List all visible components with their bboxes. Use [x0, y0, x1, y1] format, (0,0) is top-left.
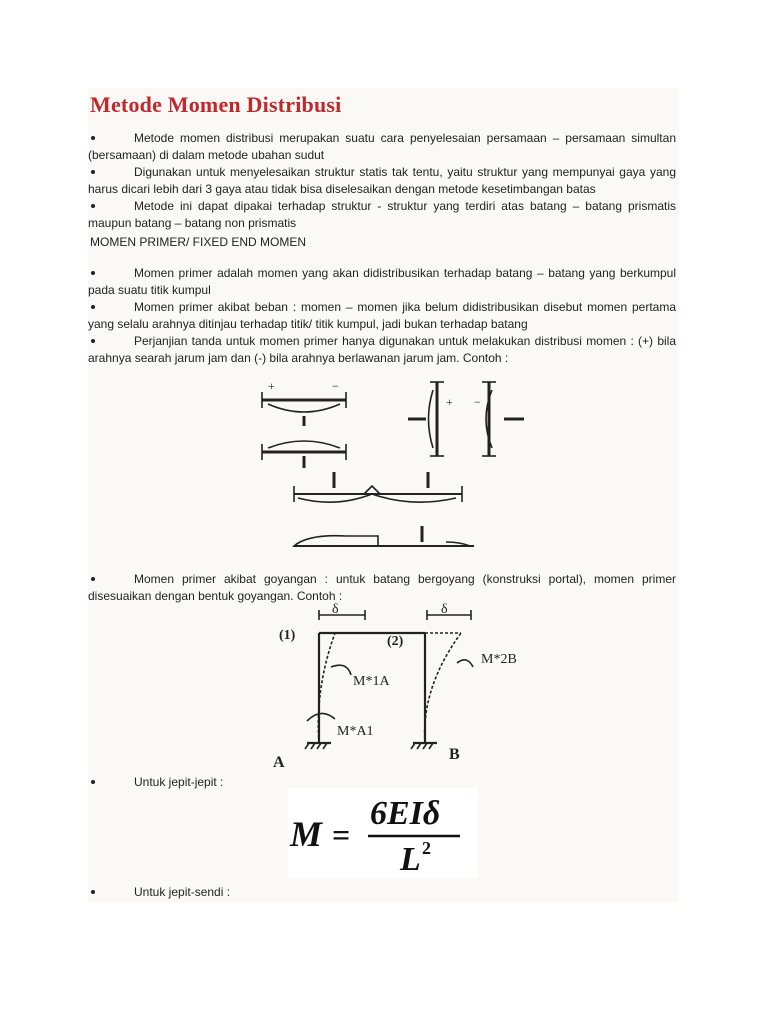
bullet-intro-3 — [88, 198, 676, 232]
bullet-primer-3 — [88, 333, 676, 367]
bullet-intro-1 — [88, 130, 676, 164]
bullet-intro-2 — [88, 164, 676, 198]
bullet-dot-icon — [91, 890, 95, 894]
sign-minus-label: − — [332, 379, 339, 393]
bullet-dot-icon — [91, 271, 95, 275]
bullet-text: Untuk jepit-sendi : — [134, 885, 231, 899]
bullet-dot-icon — [91, 204, 95, 208]
bullet-text: Perjanjian tanda untuk momen primer hanya digunakan untuk melakukan distribusi momen : (+) bila arahnya searah jarum jam dan (-) bila arahnya berlawanan jarum jam. Contoh : — [88, 334, 676, 365]
moment-2b-label: M*2B — [481, 652, 517, 667]
formula-numerator: 6EIδ — [370, 795, 441, 832]
section-heading: MOMEN PRIMER/ FIXED END MOMEN — [90, 235, 307, 249]
bullet-dot-icon — [91, 170, 95, 174]
bullet-text: Momen primer akibat goyangan : untuk batang bergoyang (konstruksi portal), momen primer disesuaikan dengan bentuk goyangan. Contoh : — [88, 572, 676, 603]
moment-a1-label: M*A1 — [337, 724, 374, 739]
bullet-dot-icon — [91, 305, 95, 309]
node-2-label: (2) — [387, 634, 404, 649]
moment-1a-label: M*1A — [353, 674, 390, 689]
formula-lhs: M — [290, 814, 323, 854]
sign-convention-figure — [248, 376, 548, 566]
bullet-text: Untuk jepit-jepit : — [134, 775, 224, 789]
sign-plus-label: + — [268, 379, 275, 393]
bullet-goyangan — [88, 571, 676, 605]
bullet-primer-2 — [88, 299, 676, 333]
bullet-dot-icon — [91, 339, 95, 343]
bullet-dot-icon — [91, 780, 95, 784]
sway-frame-figure — [235, 603, 531, 773]
formula-exponent: 2 — [422, 838, 431, 858]
delta-right-label: δ — [441, 603, 448, 617]
bullet-text: Digunakan untuk menyelesaikan struktur statis tak tentu, yaitu struktur yang mempunyai gaya yang harus dicari lebih dari 3 gaya atau tidak bisa diselesaikan dengan metode kesetimbangan batas — [88, 165, 676, 196]
page-title: Metode Momen Distribusi — [90, 92, 342, 117]
node-1-label: (1) — [279, 628, 296, 643]
formula-equals: = — [332, 817, 351, 853]
bullet-primer-1 — [88, 265, 676, 299]
delta-left-label: δ — [332, 603, 339, 617]
fixed-fixed-formula — [288, 788, 478, 878]
bullet-text: Metode momen distribusi merupakan suatu cara penyelesaian persamaan – persamaan simultan (bersamaan) di dalam metode ubahan sudut — [88, 131, 676, 162]
sign-plus-label: + — [446, 395, 453, 409]
bullet-text: Momen primer akibat beban : momen – momen jika belum didistribusikan disebut momen pertama yang selalu arahnya ditinjau terhadap titik/ titik kumpul, jadi bukan terhadap batang — [88, 300, 676, 331]
bullet-jepit-sendi — [88, 884, 676, 901]
support-a-label: A — [273, 754, 285, 771]
support-b-label: B — [449, 746, 460, 763]
bullet-dot-icon — [91, 577, 95, 581]
formula-denominator: L — [400, 841, 421, 878]
document-page — [88, 88, 679, 902]
bullet-text: Metode ini dapat dipakai terhadap struktur - struktur yang terdiri atas batang – batang prismatis maupun batang – batang non prismatis — [88, 199, 676, 230]
bullet-dot-icon — [91, 136, 95, 140]
bullet-text: Momen primer adalah momen yang akan didistribusikan terhadap batang – batang yang berkumpul pada suatu titik kumpul — [88, 266, 676, 297]
sign-minus-label: − — [474, 395, 481, 409]
